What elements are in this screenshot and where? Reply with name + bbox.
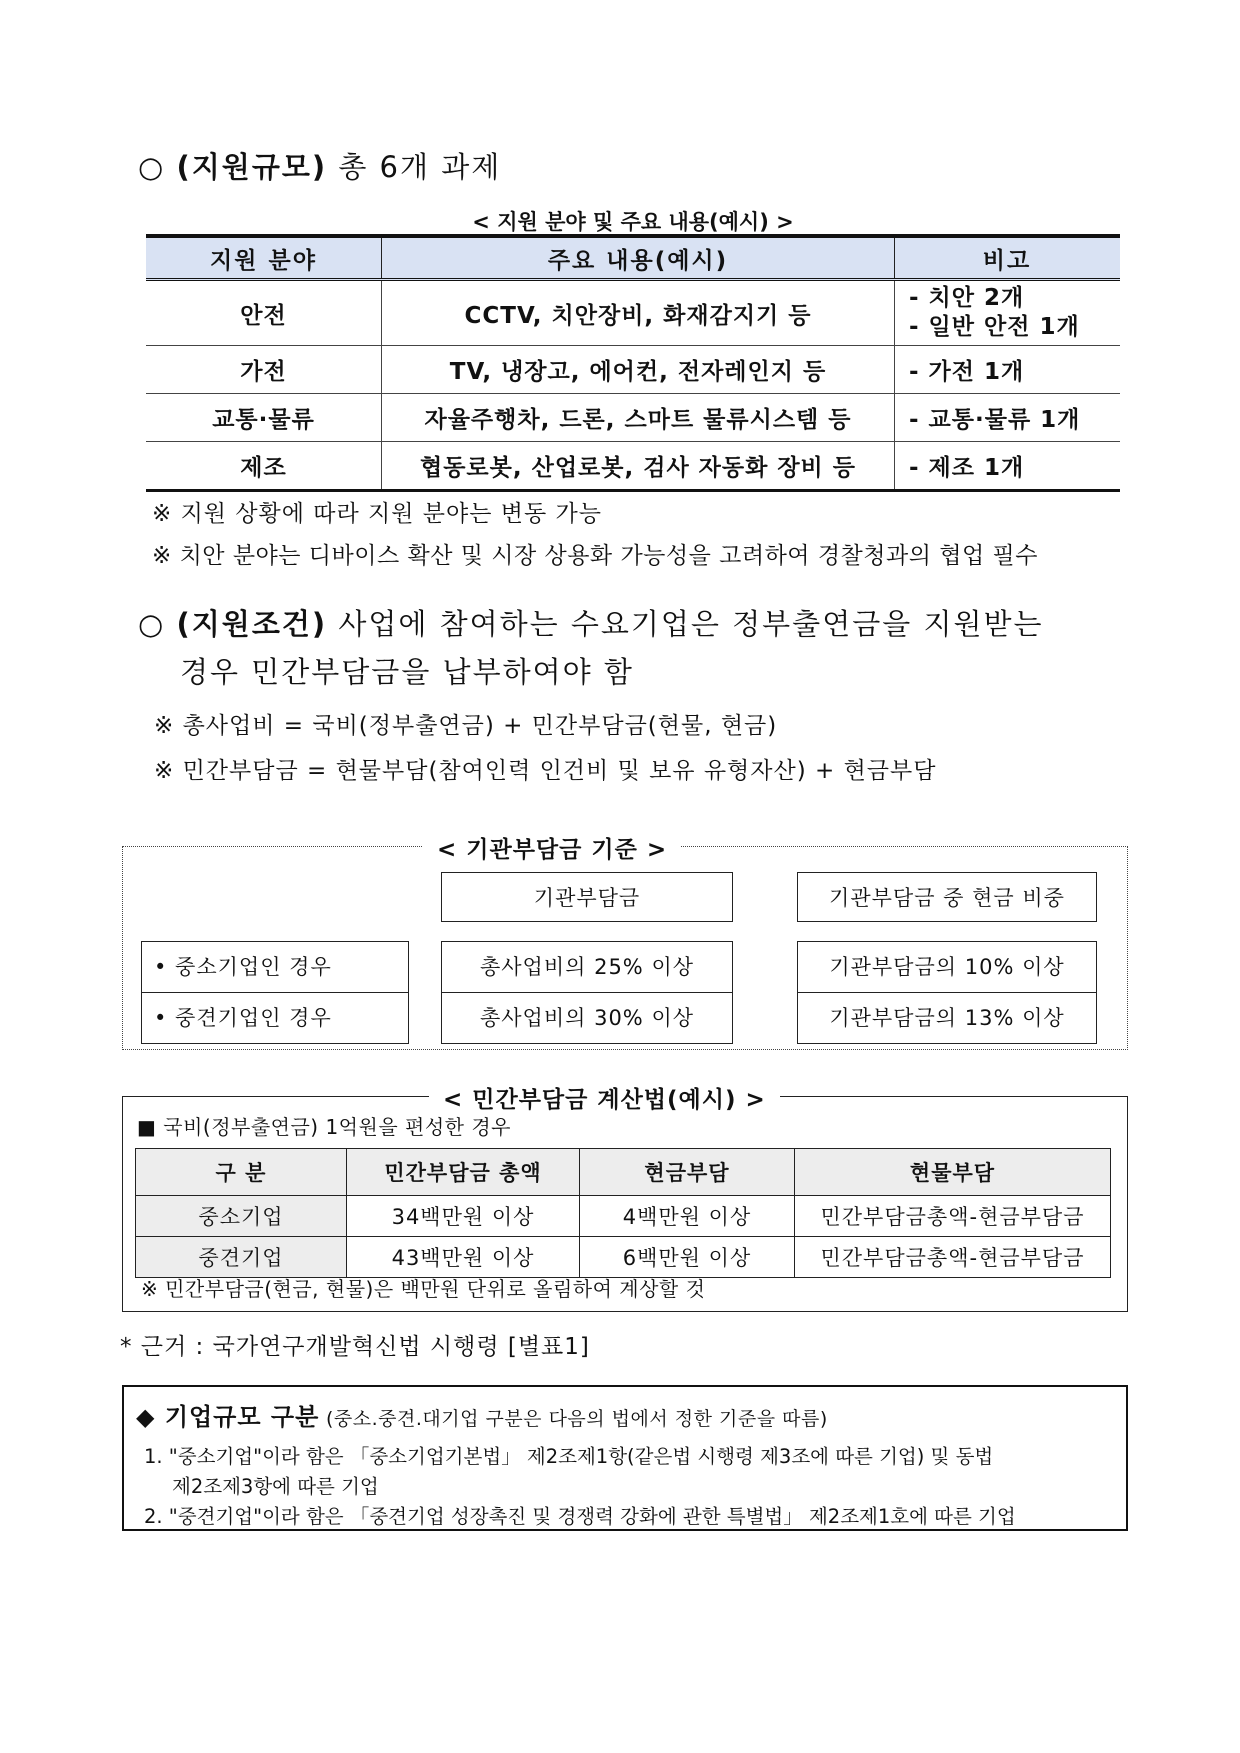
size-box-title: ◆ 기업규모 구분 <box>136 1403 320 1431</box>
header-total: 민간부담금 총액 <box>347 1149 580 1196</box>
size-box-heading <box>136 1397 828 1432</box>
private-box-footnote: ※ 민간부담금(현금, 현물)은 백만원 단위로 올림하여 계상할 것 <box>141 1277 706 1301</box>
midsize-share: 총사업비의 30% 이상 <box>479 1006 695 1030</box>
table-row <box>136 1196 1111 1237</box>
table-row <box>136 1237 1111 1278</box>
formula-private: ※ 민간부담금 = 현물부담(참여인력 인건비 및 보유 유형자산) + 현금부담 <box>154 758 937 784</box>
header-remark: 비고 <box>895 236 1121 280</box>
inst-share-list <box>441 941 733 1044</box>
remark-cell <box>895 280 1121 346</box>
field-cell: 안전 <box>146 280 382 346</box>
remark-cell: - 교통·물류 1개 <box>895 394 1121 442</box>
field-cell: 제조 <box>146 442 382 491</box>
condition-heading <box>138 602 1044 643</box>
scale-heading <box>138 145 501 186</box>
legal-basis: * 근거 : 국가연구개발혁신법 시행령 [별표1] <box>120 1334 590 1360</box>
inkind-cell: 민간부담금총액-현금부담금 <box>795 1237 1111 1278</box>
institution-contribution-box <box>122 837 1128 1050</box>
table-row <box>146 280 1120 346</box>
sme-label: • 중소기업인 경우 <box>142 942 408 993</box>
content-cell: 협동로봇, 산업로봇, 검사 자동화 장비 등 <box>382 442 895 491</box>
header-content: 주요 내용(예시) <box>382 236 895 280</box>
cash-cell: 4백만원 이상 <box>580 1196 795 1237</box>
table-row <box>146 442 1120 491</box>
company-type-list <box>141 941 409 1044</box>
size-item-1-line2: 제2조제3항에 따른 기업 <box>172 1475 379 1498</box>
company-size-box <box>122 1385 1128 1531</box>
condition-line1: 사업에 참여하는 수요기업은 정부출연금을 지원받는 <box>338 607 1044 641</box>
inkind-cell: 민간부담금총액-현금부담금 <box>795 1196 1111 1237</box>
inst-col2-header: 기관부담금 중 현금 비중 <box>797 872 1097 922</box>
condition-line2: 경우 민간부담금을 납부하여야 함 <box>180 655 634 689</box>
remark-cell: - 제조 1개 <box>895 442 1121 491</box>
header-category: 구 분 <box>136 1149 347 1196</box>
size-item-2: 2. "중견기업"이라 함은 「중견기업 성장촉진 및 경쟁력 강화에 관한 특별법」 제2조제1호에 따른 기업 <box>144 1505 1016 1528</box>
private-box-title: < 민간부담금 계산법(예시) > <box>429 1081 780 1114</box>
content-cell: 자율주행차, 드론, 스마트 물류시스템 등 <box>382 394 895 442</box>
private-box-subtitle: ■ 국비(정부출연금) 1억원을 편성한 경우 <box>137 1115 511 1139</box>
size-item-1-line1: 1. "중소기업"이라 함은 「중소기업기본법」 제2조제1항(같은법 시행령 제3조에 따른 기업) 및 동법 <box>144 1445 994 1468</box>
circle-bullet-icon: ○ <box>138 607 166 641</box>
scale-text: 총 6개 과제 <box>338 150 502 184</box>
sme-share: 총사업비의 25% 이상 <box>442 942 732 993</box>
midsize-label: • 중견기업인 경우 <box>154 1006 332 1030</box>
inst-cash-list <box>797 941 1097 1044</box>
cash-cell: 6백만원 이상 <box>580 1237 795 1278</box>
content-cell: TV, 냉장고, 에어컨, 전자레인지 등 <box>382 346 895 394</box>
scale-label: (지원규모) <box>176 150 328 184</box>
note-police-cooperation: ※ 치안 분야는 디바이스 확산 및 시장 상용화 가능성을 고려하여 경찰청과의 협업 필수 <box>152 543 1038 569</box>
total-cell: 34백만원 이상 <box>347 1196 580 1237</box>
midsize-cash: 기관부담금의 13% 이상 <box>829 1006 1065 1030</box>
header-field: 지원 분야 <box>146 236 382 280</box>
field-cell: 교통·물류 <box>146 394 382 442</box>
formula-total: ※ 총사업비 = 국비(정부출연금) + 민간부담금(현물, 현금) <box>154 713 778 739</box>
field-cell: 가전 <box>146 346 382 394</box>
sme-cash: 기관부담금의 10% 이상 <box>798 942 1096 993</box>
table-header-row <box>136 1149 1111 1196</box>
size-box-title-note: (중소.중견.대기업 구분은 다음의 법에서 정한 기준을 따름) <box>325 1408 828 1430</box>
category-cell: 중소기업 <box>136 1196 347 1237</box>
condition-label: (지원조건) <box>176 607 328 641</box>
table-header-row <box>146 236 1120 280</box>
total-cell: 43백만원 이상 <box>347 1237 580 1278</box>
header-inkind: 현물부담 <box>795 1149 1111 1196</box>
remark-cell: - 가전 1개 <box>895 346 1121 394</box>
circle-bullet-icon: ○ <box>138 150 166 184</box>
remark-line: - 치안 2개 <box>909 285 1025 311</box>
inst-col1-header: 기관부담금 <box>441 872 733 922</box>
support-table <box>146 234 1120 492</box>
content-cell: CCTV, 치안장비, 화재감지기 등 <box>382 280 895 346</box>
note-field-change: ※ 지원 상황에 따라 지원 분야는 변동 가능 <box>152 501 602 527</box>
category-cell: 중견기업 <box>136 1237 347 1278</box>
remark-line: - 일반 안전 1개 <box>909 314 1080 340</box>
institution-box-title: < 기관부담금 기준 > <box>423 831 681 864</box>
table-row <box>146 346 1120 394</box>
header-cash: 현금부담 <box>580 1149 795 1196</box>
table-row <box>146 394 1120 442</box>
support-table-caption: < 지원 분야 및 주요 내용(예시) > <box>472 210 794 234</box>
private-calc-table <box>135 1148 1111 1278</box>
